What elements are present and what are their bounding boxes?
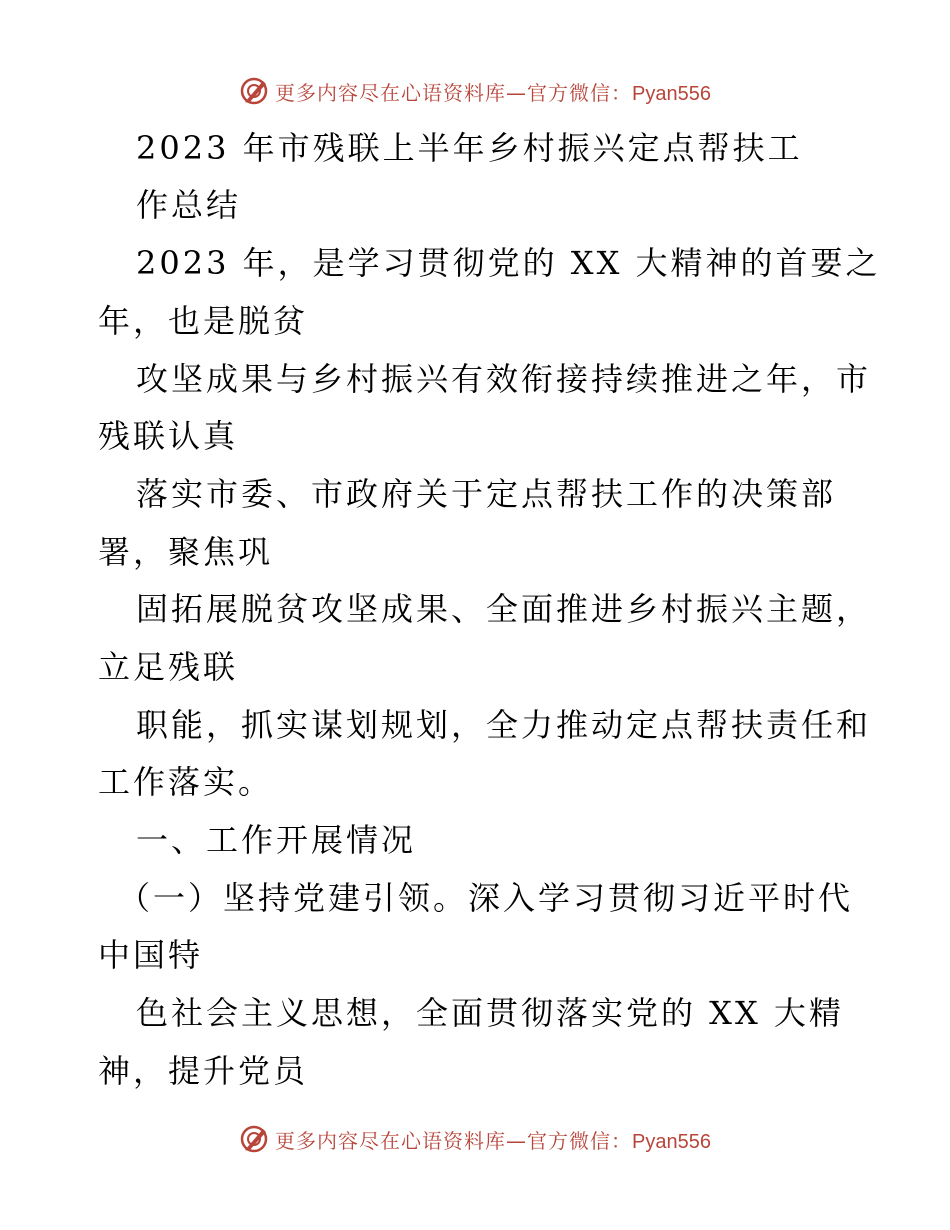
paragraph-line: 立足残联	[98, 648, 239, 686]
paragraph-line: 职能，抓实谋划规划，全力推动定点帮扶责任和	[136, 706, 872, 744]
title-line-1: 2023 年市残联上半年乡村振兴定点帮扶工	[136, 129, 803, 167]
paragraph-line: 落实市委、市政府关于定点帮扶工作的决策部	[136, 475, 837, 513]
footer-watermark	[0, 1122, 950, 1156]
header-watermark	[0, 74, 950, 108]
paragraph-line: 署，聚焦巩	[98, 533, 274, 571]
paragraph-line: 神，提升党员	[98, 1052, 309, 1090]
paragraph-line: 2023 年，是学习贯彻党的 XX 大精神的首要之	[136, 244, 881, 282]
paragraph-line: 固拓展脱贫攻坚成果、全面推进乡村振兴主题，	[136, 590, 872, 628]
section-heading: 一、工作开展情况	[136, 821, 417, 859]
watermark-text: 更多内容尽在心语资料库—官方微信：Pyan556	[275, 1128, 711, 1153]
quill-logo-icon	[239, 76, 269, 106]
paragraph-line: 攻坚成果与乡村振兴有效衔接持续推进之年，市	[136, 360, 872, 398]
paragraph-line: 年，也是脱贫	[98, 302, 309, 340]
paragraph-line: （一）坚持党建引领。深入学习贯彻习近平时代	[118, 879, 854, 917]
watermark-text: 更多内容尽在心语资料库—官方微信：Pyan556	[275, 80, 711, 105]
paragraph-line: 色社会主义思想，全面贯彻落实党的 XX 大精	[136, 994, 844, 1032]
paragraph-line: 残联认真	[98, 417, 239, 455]
paragraph-line: 中国特	[98, 936, 204, 974]
quill-logo-icon	[239, 1124, 269, 1154]
title-line-2: 作总结	[136, 186, 242, 224]
paragraph-line: 工作落实。	[98, 763, 274, 801]
